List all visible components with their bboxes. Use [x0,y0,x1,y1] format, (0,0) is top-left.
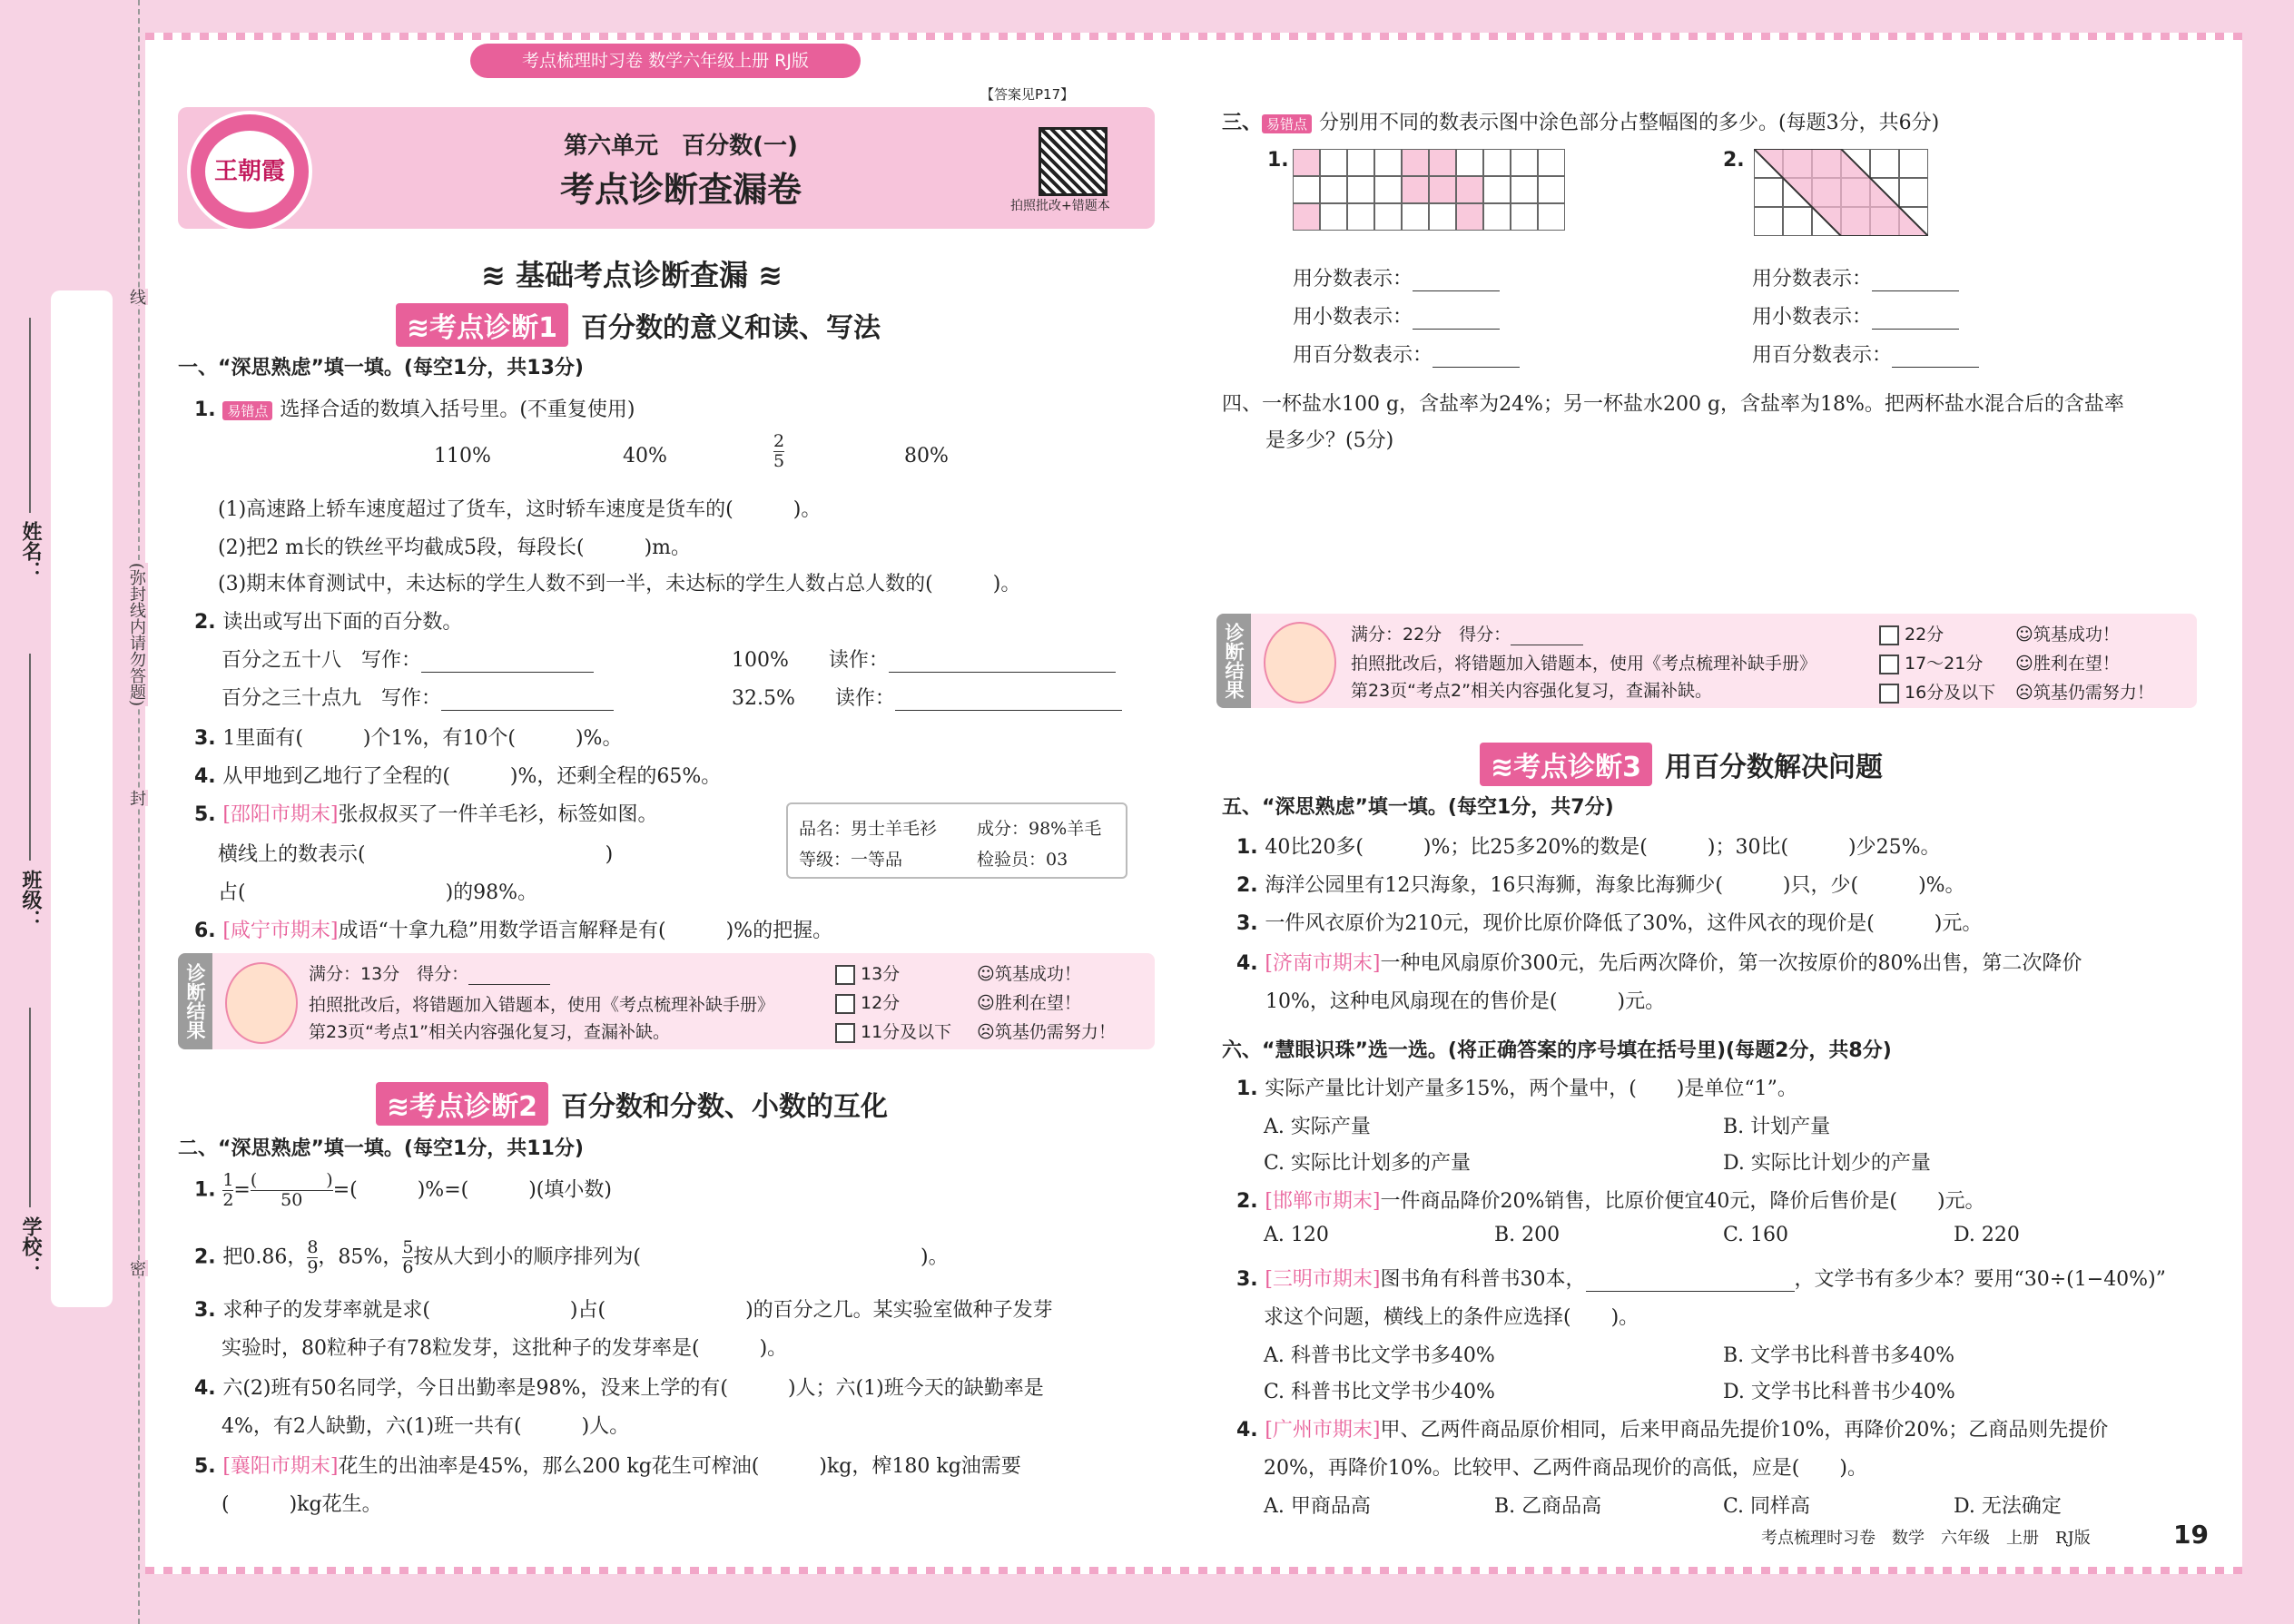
q3-text: 分别用不同的数表示图中涂色部分占整幅图的多少。(每题3分，共6分) [1319,112,1940,134]
q6-p3-text: 图书角有科普书30本， [1380,1268,1586,1291]
grid-cell [1293,176,1320,203]
label: 用分数表示： [1752,268,1873,290]
read-row-1 [222,645,594,673]
q1-p5-text: 张叔叔买了一件羊毛衫，标签如图。 [338,803,658,826]
class-field[interactable] [29,654,31,861]
checkbox[interactable] [835,965,855,985]
qr-code-icon[interactable] [1039,127,1108,196]
diag1-line3: 第23页“考点1”相关内容强化复习，查漏补缺。 [309,1022,670,1042]
grid-cell [1320,176,1347,203]
girl-avatar-icon [1264,622,1336,704]
q5-p2: 2. 海洋公园里有12只海象，16只海狮，海象比海狮少( )只，少( )%。 [1236,874,1965,897]
diag1-opt3 [835,1019,951,1043]
r2c: 32.5% [732,687,795,710]
grid-cell [1483,149,1511,176]
label: 用百分数表示： [1752,344,1893,367]
q6-p3: 3. [三明市期末]图书角有科普书30本， ，文学书有多少本？要用“30÷(1−40%)” [1236,1268,2166,1291]
bottom-wave-border [145,1567,2242,1574]
qr-caption: 拍照批改+错题本 [1010,199,1110,213]
parallelogram-figure [1754,149,1928,236]
sad-icon: ☹ [977,1022,995,1042]
kd2-badge: ≋考点诊断2 [376,1082,548,1126]
q2-heading: 二、“深思熟虑”填一填。(每空1分，共11分) [178,1137,584,1160]
q5-p4: 4. [济南市期末]一种电风扇原价300元，先后两次降价，第一次按原价的80%出售，第二次降价 [1236,952,2082,975]
diag1-opt2 [835,989,900,1014]
opt-text: 12分 [861,993,901,1013]
opt-text: 17～21分 [1905,654,1984,674]
q1-p5: 5. [邵阳市期末]张叔叔买了一件羊毛衫，标签如图。 [194,803,658,826]
opt-text: 22分 [1905,625,1944,645]
q6-p3b-text: ，文学书有多少本？要用“30÷(1−40%)” [1794,1268,2166,1291]
answer-blank[interactable] [421,650,594,673]
q1-p6-text: 成语“十拿九稳”用数学语言解释是有( )%的把握。 [338,920,833,942]
choice-1: 110% [434,445,491,468]
q1-p2: 2. 读出或写出下面的百分数。 [194,611,463,634]
checkbox[interactable] [835,994,855,1014]
source-tag: [济南市期末] [1265,952,1381,975]
grid-cell [1429,149,1456,176]
result-text: 胜利在望！ [994,993,1081,1013]
smile-icon: ☺ [2015,654,2033,674]
q6-p4C[interactable]: C. 同样高 [1723,1495,1811,1518]
diag1-line2: 拍照批改后，将错题加入错题本，使用《考点梳理补缺手册》 [309,995,775,1015]
fraction-numerator: 2 [773,431,785,451]
footer-text: 考点梳理时习卷 数学 六年级 上册 RJ版 [1761,1529,2091,1548]
r2d: 读作： [834,687,895,710]
choice-2: 40% [623,445,667,468]
frac-n: 8 [307,1237,319,1257]
q4-text: 四、一杯盐水100 g，含盐率为24%；另一杯盐水200 g，含盐率为18%。把两杯盐水混合后的含盐率 [1222,393,2124,416]
source-tag: [邵阳市期末] [222,803,339,826]
source-tag: [邯郸市期末] [1265,1190,1381,1213]
binding-line [138,0,140,1624]
score-blank[interactable] [1511,623,1583,645]
q2-p2b: ，85%， [318,1245,403,1269]
q6-p4-text: 甲、乙两件商品原价相同，后来甲商品先提价10%，再降价20%；乙商品则先提价 [1380,1419,2109,1442]
answer-blank[interactable] [441,688,614,711]
frac-d: 6 [402,1256,414,1277]
q6-p1: 1. 实际产量比计划产量多15%，两个量中，( )是单位“1”。 [1236,1078,1797,1100]
q6-p2D[interactable]: D. 220 [1954,1224,2020,1246]
kd1-badge: ≋考点诊断1 [396,303,568,347]
kd1-title: 百分数的意义和读、写法 [581,312,881,344]
q2-p3: 3. 求种子的发芽率就是求( )占( )的百分之几。某实验室做种子发芽 [194,1299,1053,1322]
q2-p2a: 把0.86， [222,1245,308,1269]
q6-p4B[interactable]: B. 乙商品高 [1494,1495,1602,1518]
grid-cell [1347,149,1374,176]
q5-p3: 3. 一件风衣原价为210元，现价比原价降低了30%，这件风衣的现价是( )元。 [1236,912,1983,935]
q6-p4b: 20%，再降价10%。比较甲、乙两件商品现价的高低，应是( )。 [1264,1457,1867,1480]
q6-p1-text: 实际产量比计划产量多15%，两个量中，( )是单位“1”。 [1265,1078,1797,1100]
read-row-2 [222,683,614,711]
grid-cell [1320,149,1347,176]
diagnosis-box-1 [178,953,1155,1049]
grid-cell [1429,203,1456,231]
diag1-r3 [977,1019,1116,1043]
label-name: 品名：男士羊毛衫 [799,819,938,839]
q1-s2: (2)把2 m长的铁丝平均截成5段，每段长( )m。 [218,536,692,559]
label: 用分数表示： [1293,268,1413,290]
label: 用小数表示： [1293,306,1413,329]
result-text: 筑基仍需努力！ [994,1022,1116,1042]
q6-p1D[interactable]: D. 实际比计划少的产量 [1723,1152,1931,1175]
diag2-r1 [2015,621,2120,645]
q1-p1-text: 选择合适的数填入括号里。(不重复使用) [280,399,635,421]
q6-p3A[interactable]: A. 科普书比文学书多40% [1264,1344,1495,1367]
diag2-r2 [2015,650,2120,674]
opt-text: 13分 [861,964,901,984]
smile-icon: ☺ [977,993,995,1013]
frac-n: 5 [402,1237,414,1257]
kd2-heading [376,1082,888,1126]
girl-avatar-icon [225,962,298,1044]
grid-cell [1293,149,1320,176]
q3-fig2-dec [1752,301,1959,330]
grid-cell [1374,203,1402,231]
q3-fig2-num: 2. [1723,149,1745,172]
number: 1. [194,399,223,421]
grid-cell [1374,176,1402,203]
student-info-sidebar [51,290,113,1307]
q1-p6: 6. [咸宁市期末]成语“十拿九稳”用数学语言解释是有( )%的把握。 [194,920,833,942]
q2-p2c: 按从大到小的顺序排列为( )。 [413,1245,949,1269]
frac-d2: 50 [281,1189,303,1210]
q1-s3: (3)期末体育测试中，未达标的学生人数不到一半，未达标的学生人数占总人数的( )。 [218,573,1021,595]
q6-p3c: 求这个问题，横线上的条件应选择( )。 [1264,1306,1639,1329]
answer-blank[interactable] [889,650,1116,673]
q2-p4-text: 六(2)班有50名同学，今日出勤率是98%，没来上学的有( )人；六(1)班今天的缺勤率是 [222,1377,1044,1400]
source-tag: [襄阳市期末] [222,1455,339,1478]
q6-p1A[interactable]: A. 实际产量 [1264,1116,1371,1138]
q6-p3C[interactable]: C. 科普书比文学书少40% [1264,1381,1495,1403]
answer-blank[interactable] [1433,345,1520,368]
q2-p3b: 实验时，80粒种子有78粒发芽，这批种子的发芽率是( )。 [222,1337,788,1360]
grid-cell [1293,203,1320,231]
q1-heading: 一、“深思熟虑”填一填。(每空1分，共13分) [178,357,584,379]
page-title: 考点诊断查漏卷 [559,170,802,210]
r1c: 100% [732,649,789,672]
q6-heading: 六、“慧眼识珠”选一选。(将正确答案的序号填在括号里)(每题2分，共8分) [1222,1039,1892,1062]
q6-p3B[interactable]: B. 文学书比科普书多40% [1723,1344,1955,1367]
grid-cell [1456,149,1483,176]
q2-p5: 5. [襄阳市期末]花生的出油率是45%，那么200 kg花生可榨油( )kg，榨180 kg油需要 [194,1455,1021,1478]
q1-s1: (1)高速路上轿车速度超过了货车，这时轿车速度是货车的( )。 [218,498,822,521]
choice-fraction [773,432,784,471]
kd2-title: 百分数和分数、小数的互化 [561,1091,889,1123]
fraction-denominator: 5 [773,450,785,471]
label: 用小数表示： [1752,306,1873,329]
result-text: 筑基仍需努力！ [2033,683,2154,703]
error-prone-tag: 易错点 [222,401,272,420]
checkbox[interactable] [1879,625,1899,645]
r1b: 写作： [361,649,422,672]
grid-cell [1347,203,1374,231]
parallelogram-shape [1754,149,1928,236]
q3-fig1-frac [1293,263,1500,291]
q2-p2: 2. 把0.86， $\frac{8}{9}$ ，85%， $\frac{5}{6}$ 按从大到小的顺序排列为( )。 [194,1237,949,1277]
q6-p1C[interactable]: C. 实际比计划多的产量 [1264,1152,1472,1175]
q1-p4-text: 从甲地到乙地行了全程的( )%，还剩全程的65%。 [222,765,722,788]
unit-title: 第六单元 百分数(一) [564,133,798,160]
q5-p3-text: 一件风衣原价为210元，现价比原价降低了30%，这件风衣的现价是( )元。 [1265,912,1983,935]
grid-cell [1374,149,1402,176]
diag2-line3: 第23页“考点2”相关内容强化复习，查漏补缺。 [1351,681,1712,701]
q6-p2B[interactable]: B. 200 [1494,1224,1561,1246]
q6-p2: 2. [邯郸市期末]一件商品降价20%销售，比原价便宜40元，降价后售价是( )元。 [1236,1190,1985,1213]
grid-cell [1483,176,1511,203]
q1-p1 [194,394,635,422]
binding-text-secret: 密 [124,1260,148,1276]
grid-cell [1511,176,1538,203]
answer-blank[interactable] [1413,269,1500,291]
diag1-opt1 [835,960,900,985]
q2-p3-text: 求种子的发芽率就是求( )占( )的百分之几。某实验室做种子发芽 [222,1299,1053,1322]
q3-fig1-pct [1293,340,1520,368]
grid-cell [1429,176,1456,203]
q3-num: 三、 [1222,112,1263,134]
brand-logo [187,111,312,232]
series-tab: 考点梳理时习卷 数学六年级上册 RJ版 [470,44,861,78]
q3-heading [1222,107,1939,135]
source-tag: [三明市期末] [1265,1268,1381,1291]
class-label: 班级： [19,870,42,930]
q6-p4A[interactable]: A. 甲商品高 [1264,1495,1371,1518]
binding-text-line: 线 [124,289,148,305]
opt-text: 11分及以下 [861,1022,952,1042]
diagnosis-tab: 诊断结果 [1216,614,1251,708]
q6-p3D[interactable]: D. 文学书比科普书少40% [1723,1381,1955,1403]
q6-p2C[interactable]: C. 160 [1723,1224,1789,1246]
kd3-title: 用百分数解决问题 [1665,752,1884,783]
diag1-r2 [977,989,1081,1014]
r2b: 写作： [381,687,442,710]
q1-p4: 4. 从甲地到乙地行了全程的( )%，还剩全程的65%。 [194,765,722,788]
checkbox[interactable] [1879,655,1899,674]
grid-cell [1402,203,1429,231]
kd3-heading [1480,743,1883,786]
label-inspector: 检验员：03 [977,850,1068,870]
read-row-1-right [732,645,1116,673]
answer-blank[interactable] [1413,307,1500,330]
grid-cell [1456,203,1483,231]
q1-p5c: 占( )的98%。 [218,881,538,904]
r2a: 百分之三十点九 [222,687,362,710]
label: 用百分数表示： [1293,344,1433,367]
diagnosis-tab: 诊断结果 [178,953,212,1049]
q2-p1-text: =( )%=( )(填小数) [332,1178,612,1202]
logo-text: 王朝霞 [205,131,294,212]
school-label: 学校： [19,1216,42,1276]
score-blank[interactable] [468,962,550,985]
error-prone-tag: 易错点 [1262,114,1312,133]
grid-cell [1511,149,1538,176]
r1a: 百分之五十八 [222,649,342,672]
q5-p2-text: 海洋公园里有12只海象，16只海狮，海象比海狮少( )只，少( )%。 [1265,874,1965,897]
frac-d: 9 [307,1256,319,1277]
diag2-opt2 [1879,650,1983,674]
r1d: 读作： [828,649,889,672]
answer-reference: 【答案见P17】 [980,86,1075,103]
result-text: 筑基成功！ [2033,625,2120,645]
q3-fig1-num: 1. [1267,149,1289,172]
q2-p5-text: 花生的出油率是45%，那么200 kg花生可榨油( )kg，榨180 kg油需要 [338,1455,1021,1478]
checkbox[interactable] [1879,684,1899,704]
q3-fig2-frac [1752,263,1959,291]
grid-cell [1538,176,1565,203]
q2-p4: 4. 六(2)班有50名同学，今日出勤率是98%，没来上学的有( )人；六(1)班今天的缺勤率是 [194,1377,1044,1400]
choice-4: 80% [904,445,949,468]
q5-p4b: 10%，这种电风扇现在的售价是( )元。 [1265,990,1666,1013]
diag2-score [1351,621,1583,645]
grid-cell [1456,176,1483,203]
kd1-heading [396,303,881,347]
page-number: 19 [2173,1520,2209,1550]
answer-blank[interactable] [1872,307,1959,330]
binding-text-seal: 封 [124,790,148,806]
q6-p1B[interactable]: B. 计划产量 [1723,1116,1831,1138]
source-tag: [咸宁市期末] [222,920,339,942]
binding-text-note: (弥封线内请勿答题) [124,563,148,706]
opt-text: 16分及以下 [1905,683,1996,703]
answer-blank[interactable] [1872,269,1959,291]
grid-cell [1538,149,1565,176]
q6-p2A[interactable]: A. 120 [1264,1224,1329,1246]
q5-p1: 1. 40比20多( )%；比25多20%的数是( )；30比( )少25%。 [1236,836,1941,859]
grid-cell [1402,176,1429,203]
grid-cell [1483,203,1511,231]
answer-blank[interactable] [1892,345,1979,368]
sad-icon: ☹ [2015,683,2033,703]
grid-cell [1538,203,1565,231]
q6-p2-text: 一件商品降价20%销售，比原价便宜40元，降价后售价是( )元。 [1380,1190,1985,1213]
q1-p5b: 横线上的数表示( ) [218,843,614,866]
q1-p3-text: 1里面有( )个1%，有10个( )%。 [222,727,623,750]
diag2-r3 [2015,679,2154,704]
grid-cell [1511,203,1538,231]
q1-p3: 3. 1里面有( )个1%，有10个( )%。 [194,727,623,750]
name-label: 姓名： [19,521,42,581]
diag2-opt1 [1879,621,1944,645]
top-wave-border [145,33,2242,40]
q3-fig1-dec [1293,301,1500,330]
q6-p4D[interactable]: D. 无法确定 [1954,1495,2062,1518]
grid-cell [1402,149,1429,176]
result-text: 胜利在望！ [2033,654,2120,674]
grid-cell [1320,203,1347,231]
source-tag: [广州市期末] [1265,1419,1381,1442]
score-text: 满分：13分 得分： [309,964,469,984]
name-field[interactable] [29,318,31,513]
kd3-badge: ≋考点诊断3 [1480,743,1652,786]
school-field[interactable] [29,1008,31,1207]
smile-icon: ☺ [2015,625,2033,645]
frac-n: 1 [222,1170,234,1190]
q4-text2: 是多少？(5分) [1265,429,1394,452]
read-row-2-right [732,683,1122,711]
diagnosis-box-2 [1216,614,2197,708]
score-text: 满分：22分 得分： [1351,625,1511,645]
frac-d: 2 [222,1189,234,1210]
diag1-score [309,960,550,985]
q6-p4: 4. [广州市期末]甲、乙两件商品原价相同，后来甲商品先提价10%，再降价20%；乙商品则先提价 [1236,1419,2109,1442]
label-content: 成分：98%羊毛 [977,819,1102,839]
answer-blank[interactable] [895,688,1122,711]
answer-blank[interactable] [1586,1269,1795,1292]
q1-p2-text: 读出或写出下面的百分数。 [222,611,463,634]
q2-p4b: 4%，有2人缺勤，六(1)班一共有( )人。 [222,1415,630,1438]
diag2-line2: 拍照批改后，将错题加入错题本，使用《考点梳理补缺手册》 [1351,654,1817,674]
q5-p1-text: 40比20多( )%；比25多20%的数是( )；30比( )少25%。 [1265,836,1941,859]
q2-p5b: ( )kg花生。 [222,1493,382,1516]
diag2-opt3 [1879,679,1995,704]
section-heading: ≋ 基础考点诊断查漏 ≋ [481,258,783,292]
result-text: 筑基成功！ [994,964,1081,984]
grid-cell [1347,176,1374,203]
label-grade: 等级：一等品 [799,850,903,870]
smile-icon: ☺ [977,964,995,984]
q5-heading: 五、“深思熟虑”填一填。(每空1分，共7分) [1222,796,1614,819]
diag1-r1 [977,960,1081,985]
q3-fig2-pct [1752,340,1979,368]
q2-p1: 1. $\frac{1}{2}$ = $\frac{( )}{50}$ =( )%=( )(填小数) [194,1170,612,1210]
checkbox[interactable] [835,1023,855,1043]
q5-p4-text: 一种电风扇原价300元，先后两次降价，第一次按原价的80%出售，第二次降价 [1380,952,2082,975]
